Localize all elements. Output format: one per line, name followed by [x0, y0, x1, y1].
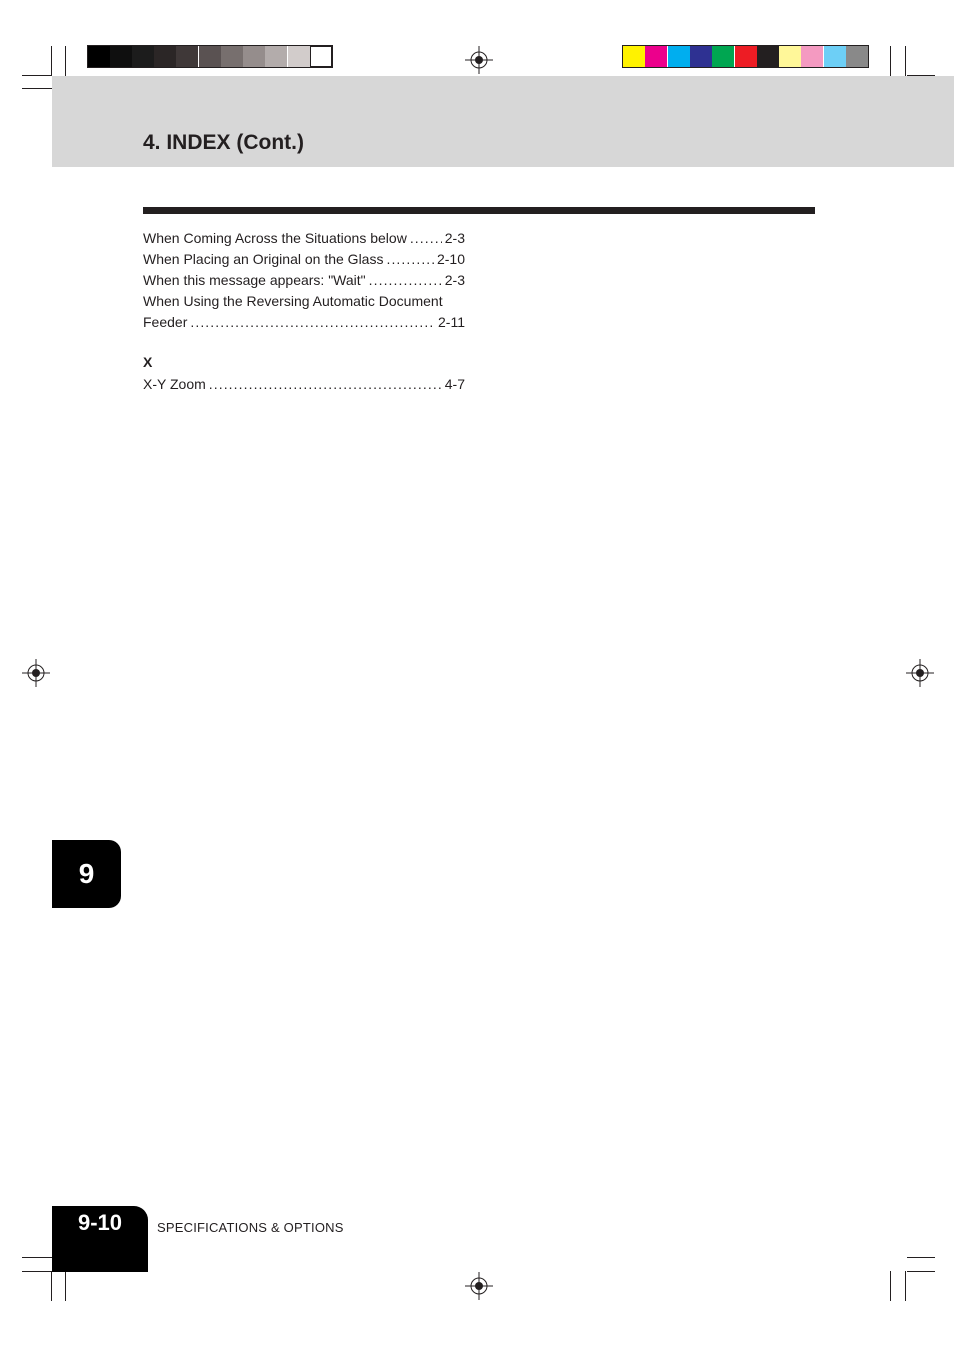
gray-swatch [265, 46, 287, 67]
index-entry-page: 4-7 [444, 376, 465, 392]
gray-swatch [199, 46, 221, 67]
footer-section-label: SPECIFICATIONS & OPTIONS [157, 1220, 344, 1235]
leader-dots [369, 270, 442, 290]
color-swatch [645, 46, 667, 67]
index-entry [143, 312, 465, 332]
crop-mark [65, 1271, 66, 1301]
index-entry-text: Feeder [143, 314, 188, 330]
color-swatch [779, 46, 801, 67]
color-swatch [690, 46, 712, 67]
gray-swatch [221, 46, 243, 67]
color-swatch [668, 46, 690, 67]
index-entry-page: 2-11 [438, 314, 465, 330]
registration-target-icon [22, 659, 50, 687]
crop-mark [51, 46, 52, 76]
crop-mark [890, 46, 891, 76]
gray-swatch [288, 46, 310, 67]
gray-swatch [132, 46, 154, 67]
crop-mark [22, 1271, 52, 1272]
color-swatch [623, 46, 645, 67]
chapter-number: 9 [78, 858, 95, 889]
gray-swatch [110, 46, 132, 67]
leader-dots [410, 228, 442, 248]
leader-dots [190, 312, 435, 332]
gray-swatch [88, 46, 110, 67]
gray-swatch [310, 46, 332, 67]
index-entry-page: 2-10 [436, 251, 465, 267]
chapter-tab [52, 840, 121, 908]
leader-dots [386, 249, 434, 269]
crop-mark [905, 46, 906, 76]
color-swatch [735, 46, 757, 67]
crop-mark [890, 1271, 891, 1301]
crop-mark [65, 46, 66, 76]
crop-mark [905, 1271, 906, 1301]
index-entry-text: When Using the Reversing Automatic Document [143, 293, 443, 309]
leader-dots [209, 374, 442, 394]
page-number: 9-10 [77, 1210, 123, 1235]
gray-swatch [243, 46, 265, 67]
color-swatch [846, 46, 868, 67]
index-entry-text: When this message appears: "Wait" [143, 272, 366, 288]
crop-mark [22, 88, 52, 89]
gray-swatch [154, 46, 176, 67]
crop-mark [22, 75, 52, 76]
index-entry-page: 2-3 [444, 230, 465, 246]
crop-mark [22, 1257, 52, 1258]
registration-target-icon [465, 1272, 493, 1300]
index-entry-text: X-Y Zoom [143, 376, 206, 392]
index-entry-text: When Placing an Original on the Glass [143, 251, 384, 267]
registration-target-icon [906, 659, 934, 687]
index-entry-text: When Coming Across the Situations below [143, 230, 407, 246]
index-entry-page: 2-3 [444, 272, 465, 288]
color-swatch [801, 46, 823, 67]
index-entry [143, 249, 465, 269]
color-swatch [757, 46, 779, 67]
index-entry [143, 374, 465, 394]
gray-swatch [176, 46, 198, 67]
color-swatch [712, 46, 734, 67]
index-entry [143, 228, 465, 248]
crop-mark [907, 1271, 935, 1272]
crop-mark [51, 1271, 52, 1301]
index-entry [143, 270, 465, 290]
section-rule [143, 207, 815, 214]
crop-mark [907, 1257, 935, 1258]
page-title: 4. INDEX (Cont.) [143, 131, 304, 154]
index-letter-heading: X [143, 354, 153, 370]
color-swatch [824, 46, 846, 67]
registration-target-icon [465, 46, 493, 74]
